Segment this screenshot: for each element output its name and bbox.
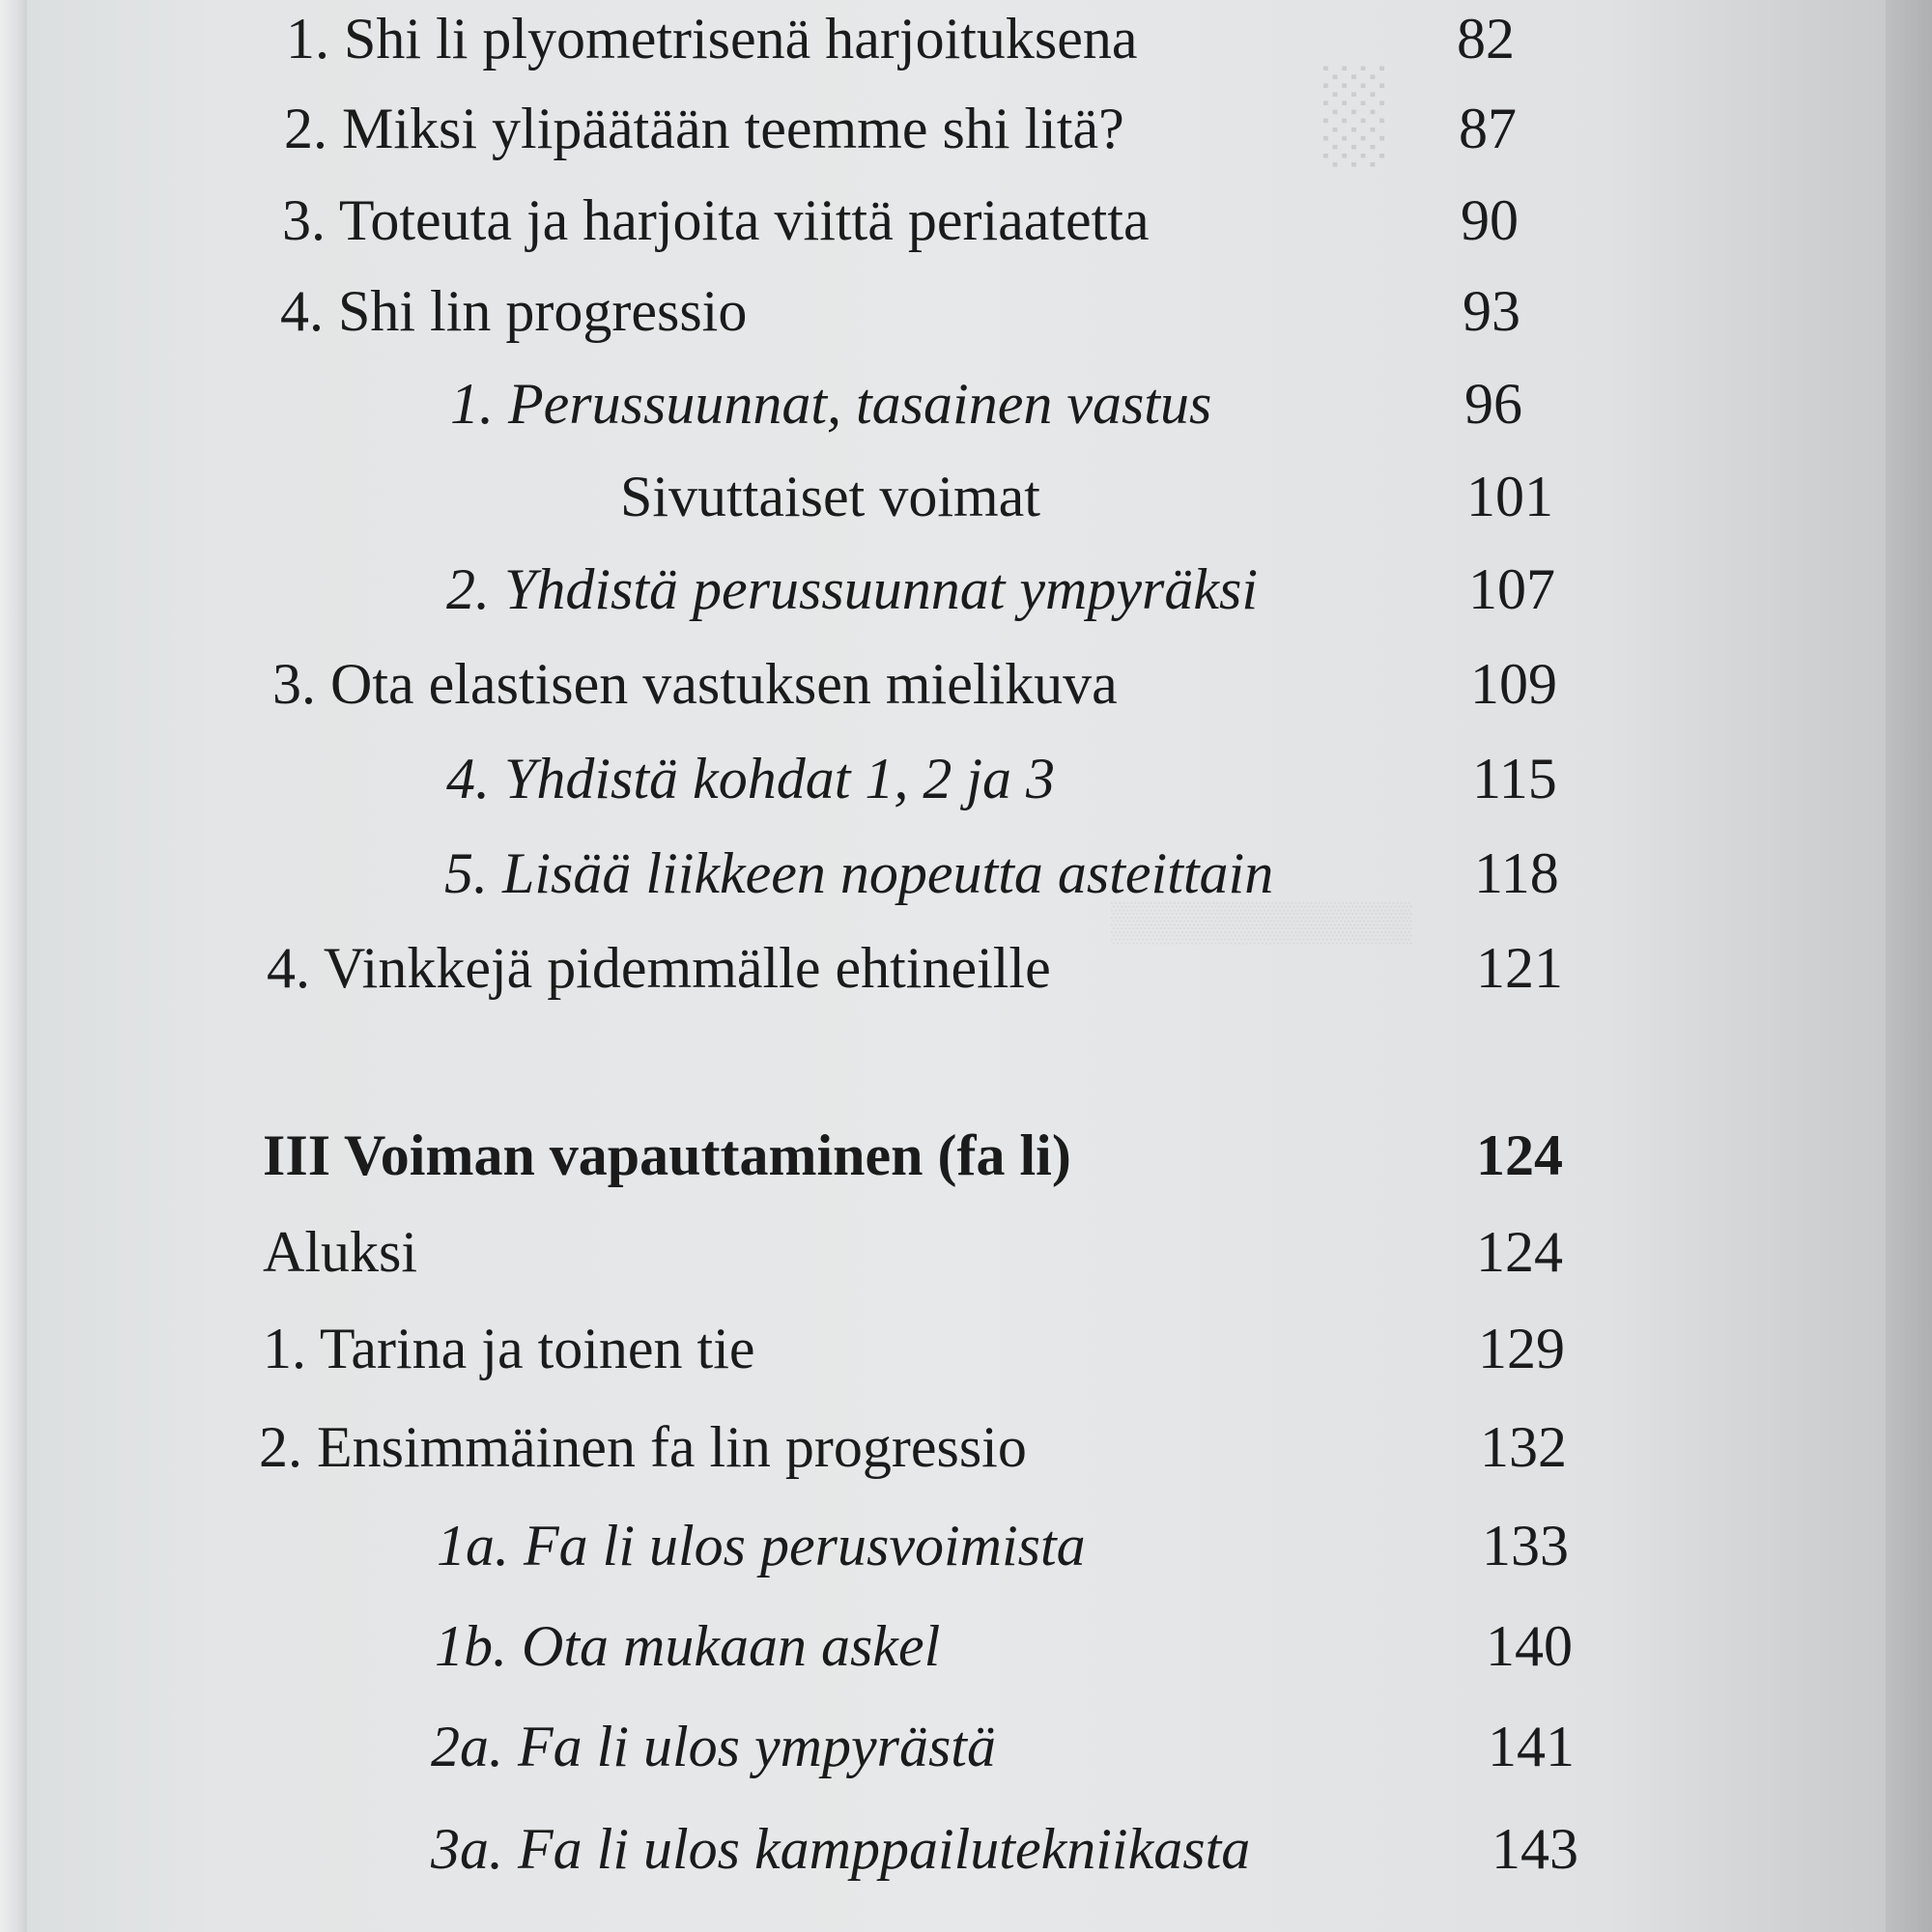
toc-entry-page: 129 (1478, 1317, 1565, 1380)
toc-entry-page: 109 (1470, 652, 1557, 716)
toc-entry-page: 121 (1476, 936, 1563, 1000)
toc-entry-title: 2. Miksi ylipäätään teemme shi litä? (284, 97, 1124, 160)
show-through-heading: ░ (1323, 60, 1390, 163)
toc-entry-title: 2. Ensimmäinen fa lin progressio (259, 1415, 1027, 1479)
toc-entry-page: 82 (1457, 7, 1515, 71)
toc-entry (0, 90, 1932, 167)
toc-entry (0, 1310, 1932, 1387)
toc-subentry (0, 365, 1932, 442)
toc-entry-title: 4. Yhdistä kohdat 1, 2 ja 3 (446, 747, 1056, 810)
toc-part-heading (0, 1117, 1932, 1194)
toc-entry (0, 1213, 1932, 1291)
toc-entry-page: 87 (1459, 97, 1517, 160)
toc-subentry (0, 1708, 1932, 1785)
toc-entry-page: 124 (1476, 1220, 1563, 1284)
toc-entry-title: 1. Shi li plyometrisenä harjoituksena (286, 7, 1138, 71)
toc-entry-page: 107 (1468, 557, 1555, 621)
toc-subentry (0, 740, 1932, 817)
toc-entry-title: 1b. Ota mukaan askel (435, 1614, 941, 1678)
toc-entry-title: 3. Ota elastisen vastuksen mielikuva (272, 652, 1118, 716)
toc-entry-title: 1a. Fa li ulos perusvoimista (437, 1514, 1086, 1577)
toc-entry (0, 929, 1932, 1007)
show-through-block: ▒▒▒▒▒▒▒▒▒▒▒ (1111, 899, 1412, 943)
toc-entry-title: 3. Toteuta ja harjoita viittä periaatetta (282, 188, 1150, 252)
toc-entry (0, 182, 1932, 259)
toc-entry (0, 645, 1932, 723)
toc-part-title: III Voiman vapauttaminen (fa li) (263, 1123, 1071, 1187)
toc-entry-title: Sivuttaiset voimat (620, 465, 1040, 528)
toc-entry (0, 272, 1932, 350)
toc-entry-page: 101 (1466, 465, 1553, 528)
toc-subentry (0, 1507, 1932, 1584)
toc-entry-page: 141 (1488, 1715, 1575, 1778)
toc-entry-title: 2. Yhdistä perussuunnat ympyräksi (446, 557, 1258, 621)
toc-entry-page: 140 (1486, 1614, 1573, 1678)
toc-entry-title: 5. Lisää liikkeen nopeutta asteittain (444, 841, 1274, 905)
toc-entry-page: 115 (1472, 747, 1557, 810)
toc-entry-title: 2a. Fa li ulos ympyrästä (431, 1715, 996, 1778)
toc-entry (0, 1408, 1932, 1486)
toc-entry-title: 1. Tarina ja toinen tie (263, 1317, 755, 1380)
toc-entry-page: 96 (1464, 372, 1522, 436)
toc-subentry (0, 551, 1932, 628)
toc-entry-page: 132 (1480, 1415, 1567, 1479)
toc-entry-page: 133 (1482, 1514, 1569, 1577)
toc-entry-title: 4. Vinkkejä pidemmälle ehtineille (267, 936, 1051, 1000)
toc-entry-title: Aluksi (263, 1220, 418, 1284)
toc-entry-page: 143 (1492, 1817, 1578, 1881)
toc-subentry (0, 458, 1932, 535)
toc-subentry (0, 1810, 1932, 1888)
toc-entry-page: 90 (1461, 188, 1519, 252)
toc-entry-page: 124 (1476, 1123, 1563, 1187)
toc-subentry (0, 835, 1932, 912)
toc-subentry (0, 1607, 1932, 1685)
toc-entry-title: 3a. Fa li ulos kamppailutekniikasta (431, 1817, 1251, 1881)
toc-entry (0, 0, 1932, 77)
toc-entry-page: 93 (1463, 279, 1520, 343)
toc-entry-title: 1. Perussuunnat, tasainen vastus (450, 372, 1212, 436)
toc-entry-title: 4. Shi lin progressio (280, 279, 748, 343)
toc-entry-page: 118 (1474, 841, 1559, 905)
